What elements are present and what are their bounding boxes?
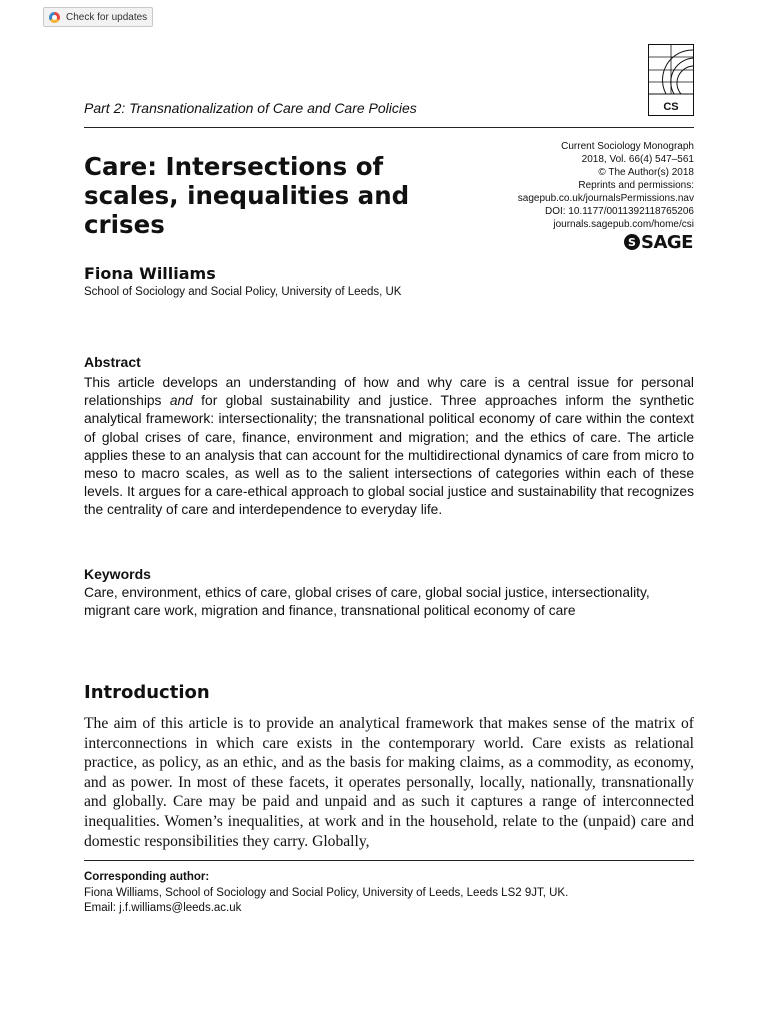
journal-logo-text: CS [663,101,679,113]
corresponding-author-email[interactable]: Email: j.f.williams@leeds.ac.uk [84,902,242,914]
journal-logo [648,44,694,116]
abstract-text-part2: for global sustainability and justice. Three approaches inform the synthetic analytical framework: intersectionality; the transnational political economy of care within the context of global crises of care, finance, environment and migration; and the ethics of care. The article applies these to an analysis that can account for the multidirectional dynamics of care from micro to meso to macro scales, as well as to the salient intersections of categories within each of these levels. It argues for a care-ethical approach to global social justice and sustainability that recognizes the centrality of care and interdependence to everyday life. [84,393,695,518]
permissions-link[interactable]: sagepub.co.uk/journalsPermissions.nav [517,193,694,204]
sage-logo-text: SAGE [641,231,693,253]
journal-name: Current Sociology Monograph [561,141,694,152]
introduction-text: The aim of this article is to provide an analytical framework that makes sense of the matrix of interconnections in which care exists in the contemporary world. Care exists as relational practice, as policy, as an ethic, and as the basis for making claims, as a commodity, as economy, and as power. In most of these facets, it operates personally, locally, nationally, transnationally and globally. Care may be paid and unpaid and as such it captures a range of interconnected inequalities. Women’s inequalities, at work and in the household, relate to the (unpaid) care and domestic responsibilities they carry. Globally, [84,715,694,850]
journal-logo-icon [648,44,694,116]
reprints-label: Reprints and permissions: [578,180,694,191]
author-name: Fiona Williams [84,264,216,283]
abstract-emphasis: and [169,393,193,409]
corresponding-author-heading: Corresponding author: [84,871,210,883]
sage-logo [624,233,693,251]
sage-logo-icon: S [624,234,640,250]
journal-url[interactable]: journals.sagepub.com/home/csi [553,219,694,230]
keywords-text: Care, environment, ethics of care, global crises of care, global social justice, intersectionality, migrant care work, migration and finance, transnational political economy of care [84,585,650,619]
article-title: Care: Intersections of scales, inequalities and crises [84,152,410,239]
copyright: © The Author(s) 2018 [598,167,694,178]
part-label: Part 2: Transnationalization of Care and Care Policies [84,100,417,116]
check-for-updates-button[interactable] [43,7,153,27]
abstract-text-part1: This article develops an understanding of how and why care is a central issue for personal relationships [84,375,694,409]
publication-info [470,140,694,231]
volume-info: 2018, Vol. 66(4) 547–561 [581,154,694,165]
crossmark-icon [49,12,60,23]
introduction-heading: Introduction [84,682,210,703]
footnote-divider [84,860,694,861]
corresponding-author-address: Fiona Williams, School of Sociology and Social Policy, University of Leeds, Leeds LS2 9JT, UK. [84,887,569,899]
check-for-updates-label: Check for updates [66,11,148,23]
doi[interactable]: DOI: 10.1177/0011392118765206 [544,206,694,217]
keywords-heading: Keywords [84,566,151,582]
author-affiliation: School of Sociology and Social Policy, University of Leeds, UK [84,286,402,298]
abstract-text [84,374,694,520]
abstract-heading: Abstract [84,354,141,370]
header-divider [84,127,694,128]
